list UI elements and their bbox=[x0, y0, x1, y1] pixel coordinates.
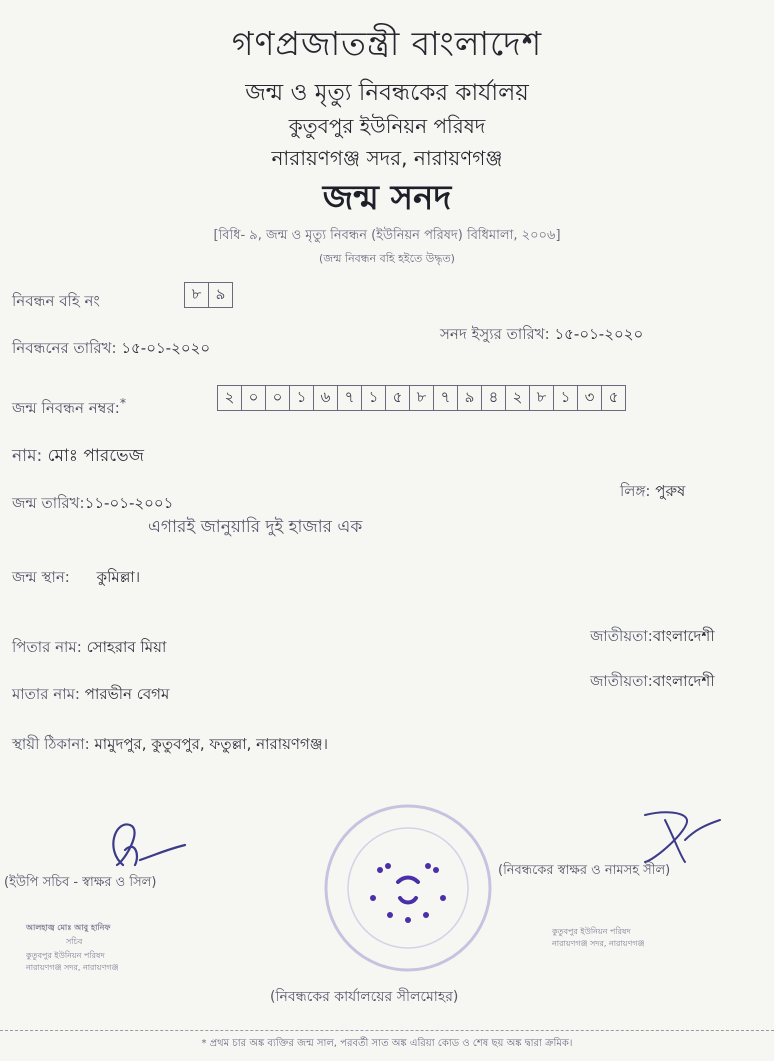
reg-digit: ৬ bbox=[313, 385, 338, 411]
book-number-boxes bbox=[185, 282, 233, 308]
address-row bbox=[12, 733, 328, 758]
reg-digit: ৯ bbox=[457, 385, 482, 411]
footer-divider bbox=[0, 1030, 774, 1031]
registration-number-boxes bbox=[218, 385, 626, 411]
office-seal-icon bbox=[318, 800, 498, 975]
father-row bbox=[12, 636, 166, 661]
rule-reference: [বিধি- ৯, জন্ম ও মৃত্যু নিবন্ধন (ইউনিয়ন পরিষদ) বিধিমালা, ২০০৬] bbox=[213, 228, 561, 243]
name-value: মোঃ পারভেজ bbox=[47, 446, 144, 466]
reg-digit: ২ bbox=[217, 385, 242, 411]
book-number-label: নিবন্ধন বহি নং bbox=[12, 292, 100, 310]
union-name: কুতুবপুর ইউনিয়ন পরিষদ bbox=[288, 114, 486, 138]
father-nationality-value: বাংলাদেশী bbox=[652, 627, 715, 645]
registration-date-value: ১৫-০১-২০২০ bbox=[121, 339, 211, 357]
reg-digit: ১ bbox=[289, 385, 314, 411]
reg-digit: ৫ bbox=[601, 385, 626, 411]
asterisk-mark: * bbox=[119, 395, 127, 410]
dob-words: এগারই জানুয়ারি দুই হাজার এক bbox=[148, 517, 363, 537]
registrar-caption: (নিবন্ধকের স্বাক্ষর ও নামসহ সীল) bbox=[498, 863, 671, 878]
registration-number-label bbox=[12, 395, 126, 422]
birthplace-label: জন্ম স্থান: bbox=[12, 568, 70, 586]
reg-digit: ০ bbox=[241, 385, 266, 411]
extract-note: (জন্ম নিবন্ধন বহি হইতে উদ্ধৃত) bbox=[319, 252, 455, 265]
mother-nationality-value: বাংলাদেশী bbox=[652, 672, 715, 690]
issue-date bbox=[440, 323, 643, 348]
book-digit: ৯ bbox=[208, 282, 233, 308]
dob-label: জন্ম তারিখ: bbox=[12, 494, 85, 512]
father-value: সোহরাব মিয়া bbox=[86, 638, 167, 656]
reg-digit: ১ bbox=[361, 385, 386, 411]
secretary-stamp-location: নারায়ণগঞ্জ সদর, নারায়ণগঞ্জ bbox=[26, 963, 119, 972]
name-row bbox=[12, 443, 144, 471]
issue-date-label: সনদ ইস্যুর তারিখ: bbox=[440, 325, 550, 343]
father-nationality-label: জাতীয়তা: bbox=[590, 627, 653, 645]
country-title: গণপ্রজাতন্ত্রী বাংলাদেশ bbox=[231, 24, 543, 63]
reg-digit: ৮ bbox=[529, 385, 554, 411]
secretary-stamp-union: কুতুবপুর ইউনিয়ন পরিষদ bbox=[26, 951, 105, 960]
secretary-stamp-title: সচিব bbox=[66, 937, 83, 946]
name-label: নাম: bbox=[12, 446, 43, 466]
mother-label: মাতার নাম: bbox=[12, 685, 80, 703]
sex-value: পুরুষ bbox=[655, 482, 686, 500]
father-nationality bbox=[590, 625, 774, 650]
birthplace-value: কুমিল্লা। bbox=[96, 568, 141, 586]
seal-caption: (নিবন্ধকের কার্যালয়ের সীলমোহর) bbox=[270, 989, 459, 1005]
mother-nationality-label: জাতীয়তা: bbox=[590, 672, 653, 690]
reg-digit: ৩ bbox=[577, 385, 602, 411]
reg-digit: ৮ bbox=[409, 385, 434, 411]
secretary-caption: (ইউপি সচিব - স্বাক্ষর ও সিল) bbox=[4, 875, 157, 890]
sex-label: লিঙ্গ: bbox=[620, 482, 651, 500]
reg-digit: ১ bbox=[553, 385, 578, 411]
registration-number-label-text: জন্ম নিবন্ধন নম্বর: bbox=[12, 399, 120, 417]
reg-digit: ০ bbox=[265, 385, 290, 411]
issue-date-value: ১৫-০১-২০২০ bbox=[554, 325, 644, 343]
birthplace-row bbox=[12, 566, 140, 591]
reg-digit: ৫ bbox=[385, 385, 410, 411]
registration-date bbox=[12, 337, 210, 362]
father-label: পিতার নাম: bbox=[12, 638, 82, 656]
reg-digit: ২ bbox=[505, 385, 530, 411]
mother-nationality bbox=[590, 670, 774, 695]
registrar-stamp-union: কুতুবপুর ইউনিয়ন পরিষদ bbox=[552, 927, 631, 936]
address-label: স্থায়ী ঠিকানা: bbox=[12, 735, 90, 753]
footer-note: * প্রথম চার অঙ্ক ব্যক্তির জন্ম সাল, পরবর্তী সাত অঙ্ক এরিয়া কোড ও শেষ ছয় অঙ্ক দ্বারা ক্রমিক। bbox=[201, 1038, 573, 1049]
mother-value: পারভীন বেগম bbox=[84, 685, 170, 703]
sex-row bbox=[620, 480, 685, 505]
secretary-stamp-name: আলহাজ্ব মোঃ আবু হানিফ bbox=[26, 923, 111, 932]
reg-digit: ৪ bbox=[481, 385, 506, 411]
secretary-signature-icon bbox=[95, 810, 195, 880]
registrar-stamp-location: নারায়ণগঞ্জ সদর, নারায়ণগঞ্জ bbox=[552, 939, 645, 948]
registration-date-label: নিবন্ধনের তারিখ: bbox=[12, 339, 117, 357]
book-digit: ৮ bbox=[184, 282, 209, 308]
office-title: জন্ম ও মৃত্যু নিবন্ধকের কার্যালয় bbox=[245, 80, 529, 106]
reg-digit: ৭ bbox=[433, 385, 458, 411]
location-name: নারায়ণগঞ্জ সদর, নারায়ণগঞ্জ bbox=[271, 146, 503, 170]
address-value: মামুদপুর, কুতুবপুর, ফতুল্লা, নারায়ণগঞ্জ। bbox=[94, 735, 328, 753]
certificate-title: জন্ম সনদ bbox=[322, 178, 452, 218]
registrar-signature-icon bbox=[625, 800, 735, 870]
dob-value: ১১-০১-২০০১ bbox=[84, 494, 174, 512]
reg-digit: ৭ bbox=[337, 385, 362, 411]
mother-row bbox=[12, 683, 169, 708]
